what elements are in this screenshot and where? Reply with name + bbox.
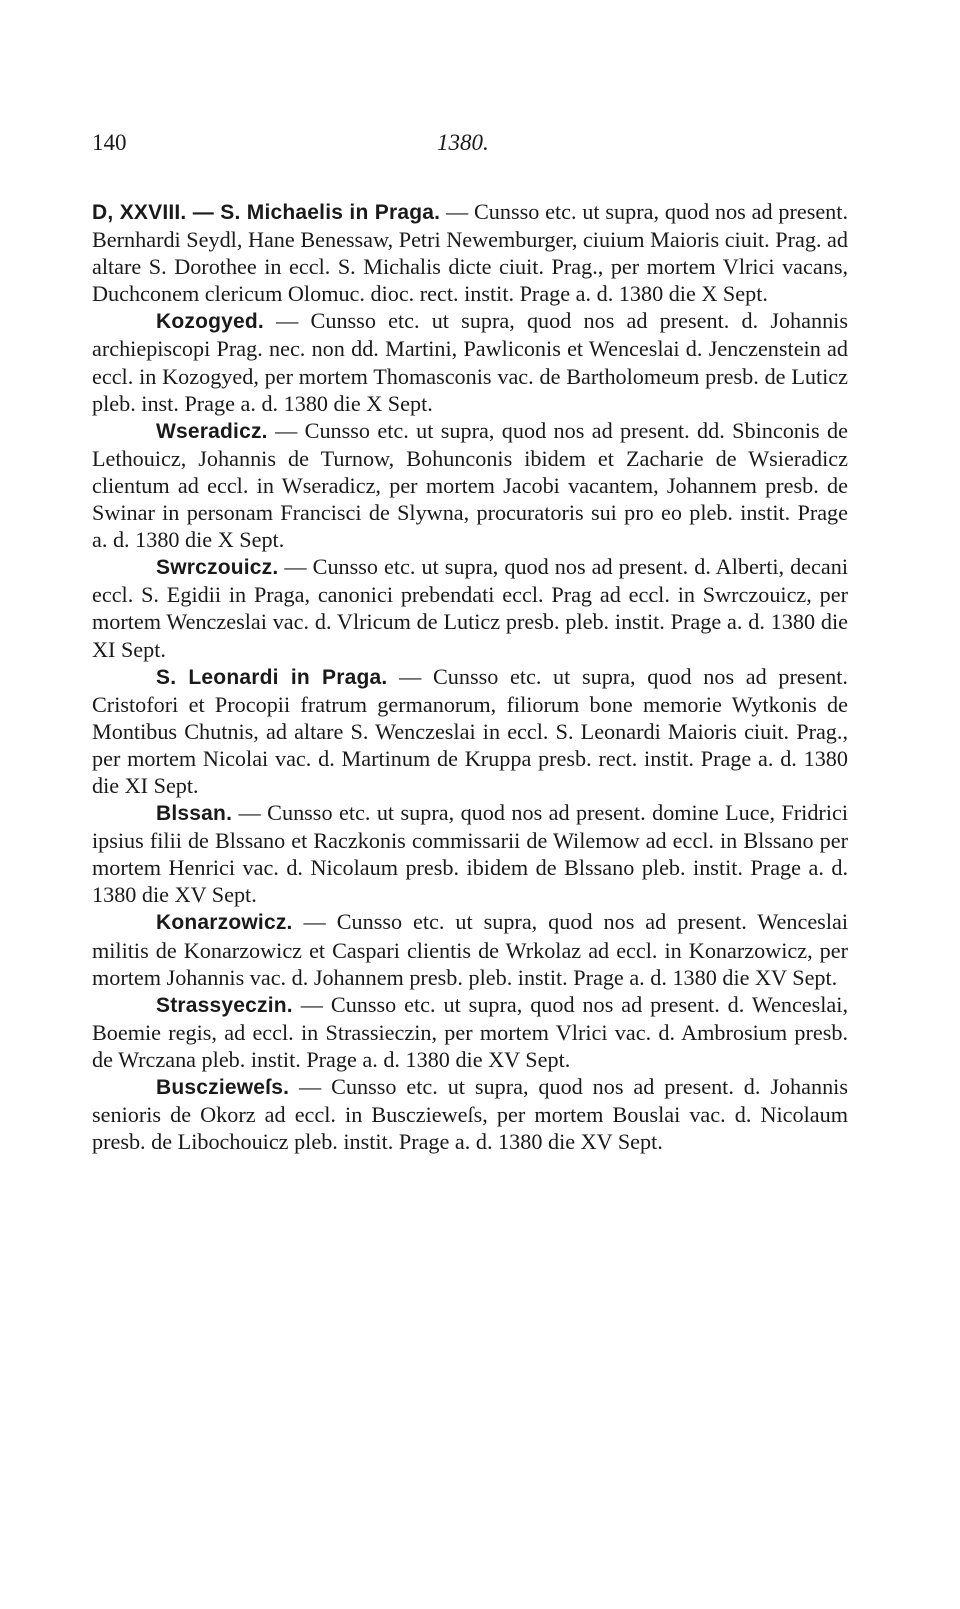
entry-swrczouicz (92, 553, 848, 662)
entry-text: — Cunsso etc. ut supra, quod nos ad present. Bernhardi Seydl, Hane Benessaw, Petri Newemburger, ciuium Maioris ciuit. Prag. ad altare S. Dorothee in eccl. S. Michalis dicte ciuit. Prag., per mortem Vlrici vacans, Duchconem clericum Olomuc. dioc. rect. instit. Prage a. d. 1380 die X Sept. (92, 199, 848, 307)
entry-text: — Cunsso etc. ut supra, quod nos ad present. d. Wenceslai, Boemie regis, ad eccl. in Strassieczin, per mortem Vlrici vac. d. Ambrosium presb. de Wrczana pleb. instit. Prage a. d. 1380 die XV Sept. (92, 991, 848, 1072)
entry-heading: Strassyeczin. (156, 993, 293, 1017)
running-head (92, 130, 848, 164)
entry-heading: Konarzowicz. (156, 911, 293, 935)
entry-blssan (92, 799, 848, 908)
entry-heading: Wseradicz. (156, 419, 268, 443)
entry-text: — Cunsso etc. ut supra, quod nos ad present. d. Johannis senioris de Okorz ad eccl. in Busczieweſs, per mortem Bouslai vac. d. Nicolaum presb. de Libochouicz pleb. instit. Prage a. d. 1380 die XV Sept. (92, 1074, 848, 1155)
entry-michaelis (92, 198, 848, 307)
entry-strassyeczin (92, 991, 848, 1073)
entry-konarzowicz (92, 908, 848, 990)
entry-text: — Cunsso etc. ut supra, quod nos ad present. domine Luce, Fridrici ipsius filii de Blssano et Raczkonis commissarii de Wilemow ad eccl. in Blssano per mortem Henrici vac. d. Nicolaum presb. ibidem de Blssano pleb. instit. Prage a. d. 1380 die XV Sept. (92, 800, 848, 908)
entry-text: — Cunsso etc. ut supra, quod nos ad present. Wenceslai militis de Konarzowicz et Caspari clientis de Wrkolaz ad eccl. in Konarzowicz, per mortem Johannis vac. d. Johannem presb. pleb. instit. Prage a. d. 1380 die XV Sept. (92, 909, 848, 990)
entry-heading: D, XXVIII. — S. Michaelis in Praga. (92, 201, 441, 224)
entry-text: — Cunsso etc. ut supra, quod nos ad present. Cristofori et Procopii fratrum germanorum, filiorum bone memorie Wytkonis de Montibus Chutnis, ad altare S. Wenczeslai in eccl. S. Leonardi Maioris ciuit. Prag., per mortem Nicolai vac. d. Martinum de Kruppa presb. rect. instit. Prage a. d. 1380 die XI Sept. (92, 663, 848, 798)
entry-heading: Blssan. (156, 802, 233, 826)
entry-heading: Busczieweſs. (156, 1076, 290, 1099)
entry-text: — Cunsso etc. ut supra, quod nos ad present. d. Johannis archiepiscopi Prag. nec. non dd. Martini, Pawliconis et Wenceslai d. Jenczenstein ad eccl. in Kozogyed, per mortem Thomasconis vac. de Bartholomeum presb. de Luticz pleb. inst. Prage a. d. 1380 die X Sept. (92, 308, 848, 416)
entry-heading: Swrczouicz. (156, 556, 279, 580)
entry-heading: Kozogyed. (156, 310, 264, 334)
page-number: 140 (92, 130, 127, 155)
entry-text: — Cunsso etc. ut supra, quod nos ad present. dd. Sbinconis de Lethouicz, Johannis de Turnow, Bohunconis ibidem et Zacharie de Wsieradicz clientum ad eccl. in Wseradicz, per mortem Jacobi vacantem, Johannem presb. de Swinar in personam Francisci de Slywna, procuratoris sui pro eo pleb. instit. Prage a. d. 1380 die X Sept. (92, 417, 848, 553)
entry-wseradicz (92, 417, 848, 553)
entry-busczieweſs (92, 1073, 848, 1155)
entry-text: — Cunsso etc. ut supra, quod nos ad present. d. Alberti, decani eccl. S. Egidii in Praga, canonici prebendati eccl. Prag ad eccl. in Swrczouicz, per mortem Wenczeslai vac. d. Vlricum de Luticz presb. pleb. instit. Prage a. d. 1380 die XI Sept. (92, 554, 848, 662)
entry-kozogyed (92, 307, 848, 416)
entry-leonardi (92, 663, 848, 799)
page-year-heading: 1380. (437, 130, 489, 155)
document-page (92, 130, 848, 1155)
body-text (92, 198, 848, 1155)
entry-heading: S. Leonardi in Praga. (156, 665, 388, 689)
